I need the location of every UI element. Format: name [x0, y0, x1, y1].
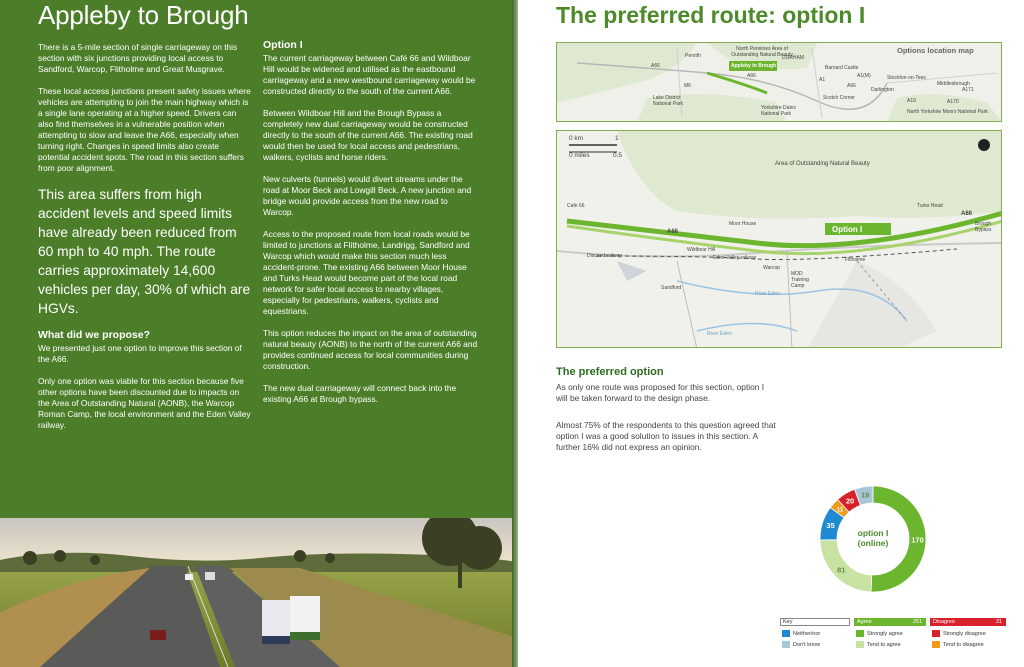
- key-item-tend-agree: Tend to agree: [856, 641, 901, 648]
- map1-place-durham: DURHAM: [782, 55, 804, 61]
- map1-appleby-label: Appleby to Brough: [731, 63, 776, 69]
- map1-place-stockton: Stockton-on-Tees: [887, 75, 926, 81]
- key-item-neither: Neither/nor: [782, 630, 820, 637]
- donut-label-neither-nor: 35: [826, 520, 835, 530]
- map1-road-a1: A1: [819, 77, 826, 83]
- map1-road-a66-east: A66: [847, 83, 856, 89]
- title-prefix: The preferred route:: [556, 2, 783, 28]
- map1-place-north-yorks-moors: North Yorkshire Moors National Park: [907, 109, 988, 115]
- scale-km: 0 km: [569, 135, 584, 142]
- map2-place-sandford: Sandford: [661, 285, 682, 291]
- page-title-left: Appleby to Brough: [38, 0, 249, 30]
- donut-label-don-t-know: 19: [860, 490, 870, 500]
- key-item-strongly-agree: Strongly agree: [856, 630, 903, 637]
- propose-heading: What did we propose?: [38, 329, 150, 341]
- map1-place-lake-district: Lake District National Park: [653, 95, 684, 107]
- map1-place-aonb: North Pennines Area of Outstanding Natural Beauty: [731, 46, 793, 58]
- donut-chart: [818, 468, 928, 610]
- key-item-strongly-disagree: Strongly disagree: [932, 630, 986, 637]
- map2-place-cafe66: Cafe 66: [567, 203, 585, 209]
- donut-label-tend-to-disagree: 11: [836, 507, 844, 514]
- page-title-right: [556, 0, 865, 30]
- key-disagree-label: Disagree: [933, 619, 956, 625]
- donut-label-strongly-agree: 170: [911, 535, 924, 545]
- donut-center-title: option I: [857, 528, 889, 538]
- map1-road-a19: A19: [907, 98, 916, 104]
- option-column: [263, 40, 478, 416]
- map2-river-eden-1: River Eden: [755, 291, 780, 297]
- map1-road-a171: A171: [962, 87, 974, 93]
- key-item-dont-know: Don't know: [782, 641, 820, 648]
- lorry-2: [290, 596, 320, 640]
- option-paragraph-6: The new dual carriageway will connect back into the existing A66 at Brough bypass.: [263, 383, 457, 404]
- scale-miles: 0 miles: [569, 152, 590, 159]
- title-bold: option I: [782, 2, 866, 28]
- option-paragraph-2: Between Wildboar Hill and the Brough Bypass a completely new dual carriageway would be constructed directly to the south of the current A66. The existing road would then be used for local access and pedestrians, walkers, cyclists and horse riders.: [263, 108, 473, 162]
- map1-title: Options location map: [897, 46, 974, 55]
- map2-disused-railway: Disused railway: [587, 253, 623, 259]
- propose-paragraph-1: We presented just one option to improve this section of the A66.: [38, 343, 242, 364]
- highlight-statement: This area suffers from high accident levels and speed limits have already been reduced from 60 mph to 40 mph. The route carries approximately 14,600 vehicles per day, 30% of which are HGVs.: [38, 187, 251, 316]
- map2-eden-valley-railway: Eden Valley railway: [713, 255, 757, 261]
- map1-place-darlington: Darlington: [871, 87, 894, 93]
- right-page: [518, 0, 1024, 667]
- map2-road-a66-east: A66: [961, 211, 973, 217]
- map1-place-middlesbrough: Middlesbrough: [937, 81, 970, 87]
- map2-option-label: Option I: [832, 225, 863, 234]
- donut-label-tend-to-agree: 81: [837, 565, 846, 575]
- preferred-paragraph-2: Almost 75% of the respondents to this question agreed that option I was a good solution to issues in this section. A further 16% did not express an opinion.: [556, 420, 776, 452]
- option-paragraph-3: New culverts (tunnels) would divert streams under the road at Moor Beck and Lowgill Beck. A new junction and bridge would provide access from the new road to Warcop.: [263, 174, 472, 217]
- key-agree-header: [854, 618, 926, 626]
- intro-paragraph-2: These local access junctions present safety issues where vehicles are attempting to join the main highway which is a single lane operating at a higher speed. Drivers can also find themselves in a vulnerable position when attempting to slow and leave the A66, especially when turning right. Changes in speed limits also create potential accident spots. The road in this section suffers from poor alignment.: [38, 86, 251, 173]
- key-agree-total: 251: [912, 619, 922, 625]
- map2-place-moor-house: Moor House: [729, 221, 757, 227]
- preferred-option-heading: The preferred option: [556, 366, 664, 378]
- option-heading: Option I: [263, 39, 303, 51]
- propose-paragraph-2: Only one option was viable for this section because five other options have been discounted due to impacts on the Area of Outstanding Natural (AONB), the Warcop Roman Camp, the local environment and the Eden Valley railway.: [38, 376, 251, 430]
- key-header: Key: [780, 618, 850, 626]
- key-agree-label: Agree: [857, 619, 872, 625]
- preferred-paragraph-1: As only one route was proposed for this section, option I will be taken forward to the design phase.: [556, 382, 765, 403]
- lorry-1: [262, 600, 290, 644]
- intro-paragraph-1: There is a 5-mile section of single carriageway on this section with six junctions providing local access to Sandford, Warcop, Flitholme and Great Musgrave.: [38, 42, 238, 74]
- key-item-tend-disagree: Tend to disagree: [932, 641, 984, 648]
- left-column: [38, 42, 253, 442]
- route-detail-map: [556, 130, 1002, 348]
- donut-label-strongly-disagree: 20: [845, 496, 855, 506]
- donut-center-sub: (online): [857, 538, 889, 548]
- option-paragraph-1: The current carriageway between Café 66 and Wildboar Hill would be widened and utilised as the eastbound carriageway and a new westbound carriageway would be constructed directly to the south of the current A66.: [263, 53, 476, 96]
- map2-river-eden-2: River Eden: [707, 331, 732, 337]
- map2-place-mod-camp: MOD Training Camp: [791, 271, 809, 289]
- options-location-map: [556, 42, 1002, 122]
- option-paragraph-5: This option reduces the impact on the area of outstanding natural beauty (AONB) to the north of the current A66 and provides continued access for local communities during construction.: [263, 328, 478, 371]
- map2-place-warcop: Warcop: [763, 265, 781, 271]
- option-paragraph-4: Access to the proposed route from local roads would be limited to junctions at Flitholme, Landrigg, Sandford and Warcop which would make this section much less accident-prone. The existing A66 between Moor House and Turks Head would become part of the local road network for safer local access to nearby villages, especially for pedestrians, walkers, cyclists and equestrians.: [263, 229, 470, 316]
- map1-place-scotch-corner: Scotch Corner: [823, 95, 855, 101]
- map2-place-flitholme: Flitholme: [845, 257, 866, 263]
- map2-aonb-label: Area of Outstanding Natural Beauty: [775, 161, 870, 167]
- scale-miles-end: 0.5: [613, 152, 623, 159]
- donut-center-label: [843, 528, 903, 548]
- key-disagree-header: [930, 618, 1006, 626]
- map2-place-turks-head: Turks Head: [917, 203, 943, 209]
- map2-place-wildboar-hill: Wildboar Hill: [687, 247, 716, 253]
- map1-place-penrith: Penrith: [685, 53, 701, 59]
- road-photo: [0, 518, 518, 667]
- map1-road-a170: A170: [947, 99, 959, 105]
- map2-place-brough-bypass: Brough Bypass: [975, 221, 992, 233]
- map1-road-m6: M6: [684, 83, 691, 89]
- key-disagree-total: 31: [995, 619, 1002, 625]
- map1-road-a66-west: A66: [651, 63, 660, 69]
- scale-km-end: 1: [615, 135, 619, 142]
- map1-place-yorkshire-dales: Yorkshire Dales National Park: [761, 105, 796, 117]
- map1-road-a1m: A1(M): [857, 73, 871, 79]
- map1-road-a66-mid: A66: [747, 73, 756, 79]
- map1-place-barnard-castle: Barnard Castle: [825, 65, 859, 71]
- map2-road-a66-west: A66: [667, 229, 679, 235]
